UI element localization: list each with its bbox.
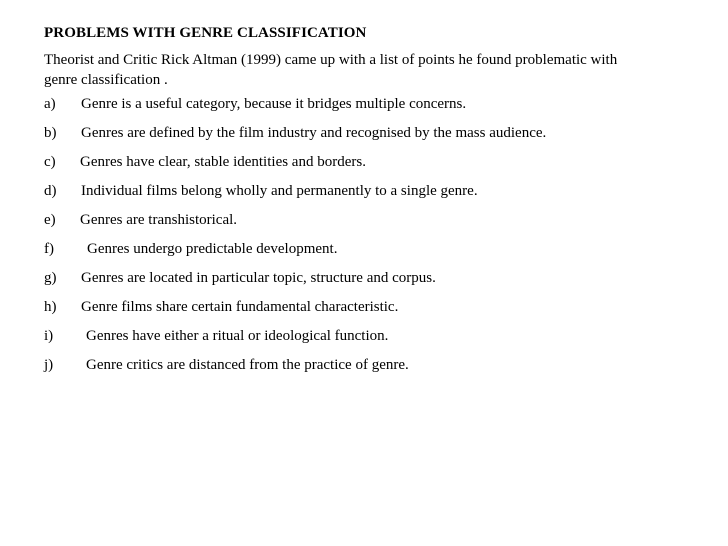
problem-list xyxy=(44,95,684,385)
slide-title: PROBLEMS WITH GENRE CLASSIFICATION xyxy=(44,25,367,41)
list-marker: d) xyxy=(44,183,57,199)
list-marker: h) xyxy=(44,299,57,315)
list-marker: i) xyxy=(44,328,54,344)
list-item xyxy=(44,182,684,211)
list-item-text: Genre critics are distanced from the practice of genre. xyxy=(86,357,409,373)
list-marker: c) xyxy=(44,154,56,170)
list-marker: b) xyxy=(44,125,57,141)
list-item-text: Genres undergo predictable development. xyxy=(87,241,338,257)
list-item-text: Genres are located in particular topic, structure and corpus. xyxy=(81,270,436,286)
list-marker: a) xyxy=(44,96,56,112)
list-item xyxy=(44,240,684,269)
list-item xyxy=(44,298,684,327)
list-item-text: Genre is a useful category, because it bridges multiple concerns. xyxy=(81,96,467,112)
list-marker: g) xyxy=(44,270,57,286)
list-item xyxy=(44,356,684,385)
list-item-text: Genres are transhistorical. xyxy=(80,212,238,228)
list-item xyxy=(44,153,684,182)
slide-content xyxy=(44,24,684,385)
list-marker: e) xyxy=(44,212,56,228)
list-marker: f) xyxy=(44,241,54,257)
intro-paragraph: Theorist and Critic Rick Altman (1999) came up with a list of points he found problematic with genre classification . xyxy=(44,52,618,88)
list-item-text: Individual films belong wholly and permanently to a single genre. xyxy=(81,183,478,199)
list-item xyxy=(44,327,684,356)
list-item-text: Genres have clear, stable identities and borders. xyxy=(80,154,366,170)
list-item xyxy=(44,95,684,124)
list-item-text: Genres have either a ritual or ideological function. xyxy=(86,328,389,344)
list-item xyxy=(44,124,684,153)
list-item xyxy=(44,211,684,240)
list-item-text: Genres are defined by the film industry and recognised by the mass audience. xyxy=(81,125,547,141)
list-item xyxy=(44,269,684,298)
list-marker: j) xyxy=(44,357,54,373)
list-item-text: Genre films share certain fundamental characteristic. xyxy=(81,299,399,315)
